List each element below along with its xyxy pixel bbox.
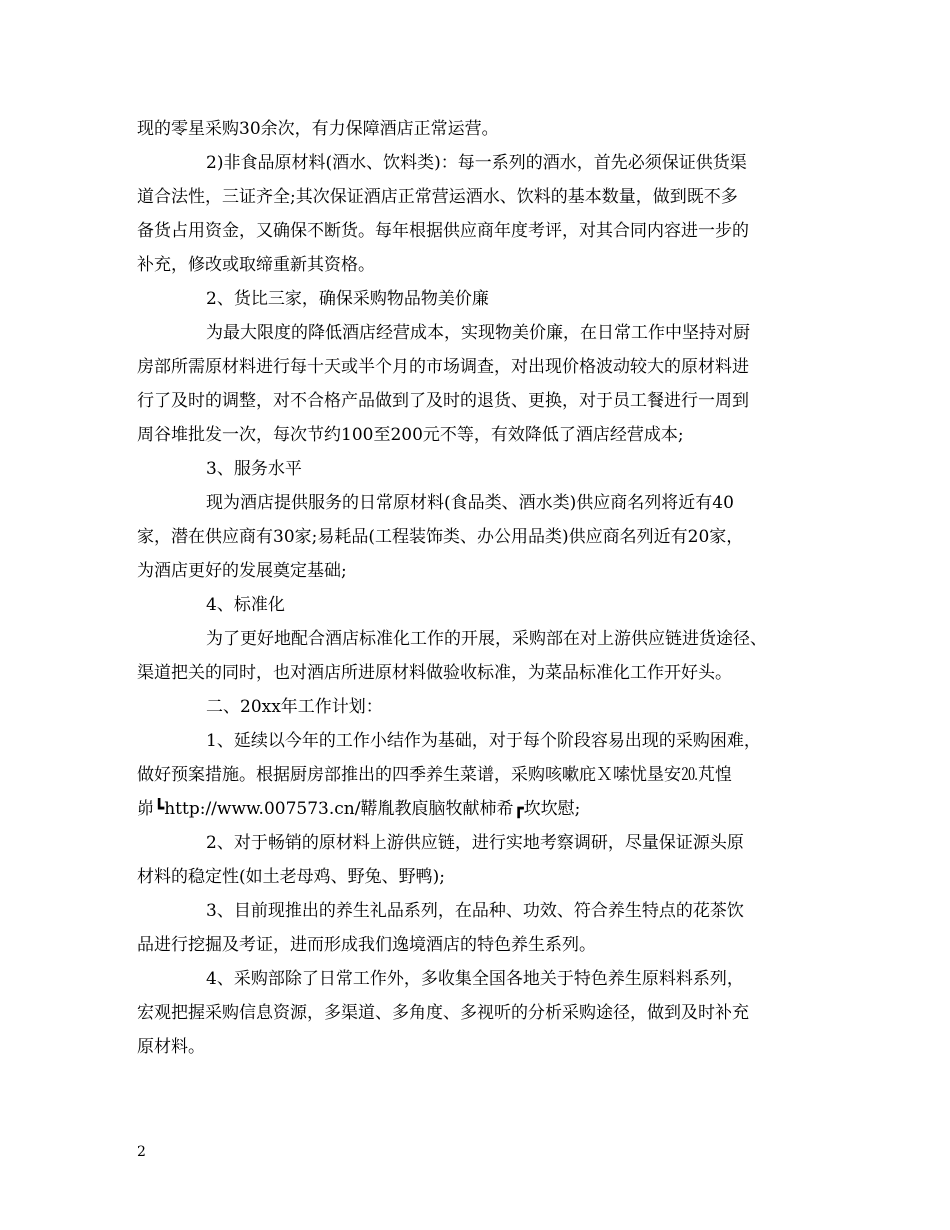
section-heading: 3、服务水平 (206, 459, 302, 479)
text-line: 2、对于畅销的原材料上游供应链，进行实地考察调研，尽量保证源头原 (206, 833, 744, 853)
text-line: 做好预案措施。根据厨房部推出的四季养生菜谱，采购咳嗽庇Ｘ嗦忧垦安⒛芃惶 (137, 765, 732, 785)
text-line: 家，潜在供应商有30家;易耗品(工程装饰类、办公用品类)供应商名列近有20家， (137, 527, 744, 547)
text-line: 峁┗http://www.007573.cn/鞯胤教㢃脑牧献柿希┏坎坎慰; (137, 799, 581, 819)
text-line: 备货占用资金，又确保不断货。每年根据供应商年度考评，对其合同内容进一步的 (137, 221, 749, 241)
text-line: 品进行挖掘及考证，进而形成我们逸境酒店的特色养生系列。 (137, 935, 596, 955)
section-heading: 4、标准化 (206, 595, 285, 615)
page-number: 2 (137, 1144, 146, 1160)
text-line: 3、目前现推出的养生礼品系列，在品种、功效、符合养生特点的花茶饮 (206, 901, 744, 921)
text-line: 为最大限度的降低酒店经营成本，实现物美价廉，在日常工作中坚持对厨 (206, 323, 750, 343)
text-line: 为酒店更好的发展奠定基础; (137, 561, 347, 581)
text-line: 原材料。 (137, 1037, 205, 1057)
section-heading: 2、货比三家，确保采购物品物美价廉 (206, 289, 489, 309)
section-heading: 二、20xx年工作计划： (206, 697, 383, 717)
text-line: 宏观把握采购信息资源，多渠道、多角度、多视听的分析采购途径，做到及时补充 (137, 1003, 749, 1023)
text-line: 4、采购部除了日常工作外，多收集全国各地关于特色养生原料料系列， (206, 969, 744, 989)
text-line: 周谷堆批发一次，每次节约100至200元不等，有效降低了酒店经营成本; (137, 425, 684, 445)
text-line: 材料的稳定性(如土老母鸡、野兔、野鸭); (137, 867, 445, 887)
text-line: 现的零星采购30余次，有力保障酒店正常运营。 (137, 119, 499, 139)
text-line: 道合法性，三证齐全;其次保证酒店正常营运酒水、饮料的基本数量，做到既不多 (137, 187, 738, 207)
text-line: 2)非食品原材料(酒水、饮料类)：每一系列的酒水，首先必须保证供货渠 (206, 153, 747, 173)
text-line: 补充，修改或取缔重新其资格。 (137, 255, 375, 275)
text-line: 1、延续以今年的工作小结作为基础，对于每个阶段容易出现的采购困难， (206, 731, 761, 751)
text-line: 渠道把关的同时，也对酒店所进原材料做验收标准，为菜品标准化工作开好头。 (137, 663, 732, 683)
text-line: 行了及时的调整，对不合格产品做到了及时的退货、更换，对于员工餐进行一周到 (137, 391, 749, 411)
text-line: 为了更好地配合酒店标准化工作的开展，采购部在对上游供应链进货途径、 (206, 629, 767, 649)
text-line: 现为酒店提供服务的日常原材料(食品类、酒水类)供应商名列将近有40 (206, 493, 734, 513)
text-line: 房部所需原材料进行每十天或半个月的市场调查，对出现价格波动较大的原材料进 (137, 357, 749, 377)
